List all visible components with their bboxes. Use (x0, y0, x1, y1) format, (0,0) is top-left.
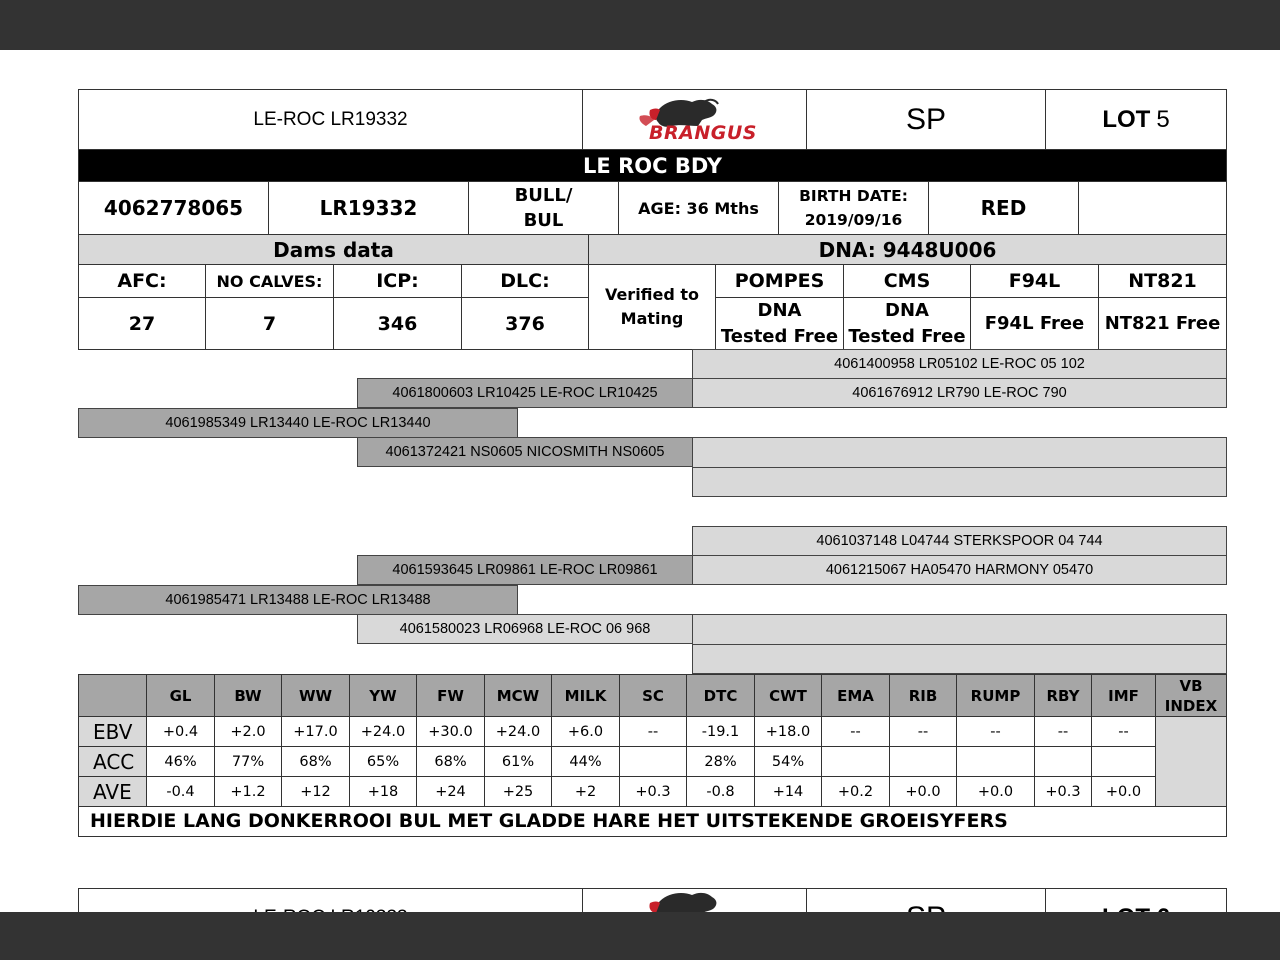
ebv-column-header: SC (620, 675, 687, 717)
dams-value: 27 (128, 312, 156, 335)
pedigree-text: 4061800603 LR10425 LE-ROC LR10425 (392, 385, 658, 401)
pedigree-sire-dam (357, 437, 693, 467)
ebv-cell: +0.0 (890, 777, 957, 807)
ebv-cell: -- (822, 717, 890, 747)
dams-value-dlc (461, 297, 589, 350)
birth-date: BIRTH DATE: 2019/09/16 (799, 187, 908, 229)
birth-date-cell (778, 181, 929, 235)
ebv-cell: +6.0 (552, 717, 620, 747)
dna-value: DNA Tested Free (848, 299, 966, 347)
ebv-column-header: RIB (890, 675, 957, 717)
ebv-column-header: RUMP (957, 675, 1035, 717)
ebv-cell: +30.0 (417, 717, 485, 747)
ebv-column-header: DTC (687, 675, 755, 717)
ebv-corner-cell (79, 675, 147, 717)
verified-mating-cell (588, 264, 716, 350)
sex: BULL/ BUL (514, 185, 573, 231)
ebv-column-header: BW (215, 675, 282, 717)
dna-title-cell (588, 234, 1227, 265)
ebv-table (78, 674, 1227, 807)
ebv-header-row (79, 675, 1227, 717)
ebv-column-header: FW (417, 675, 485, 717)
dna-header-label: F94L (1008, 270, 1061, 292)
ebv-cell: +0.3 (1035, 777, 1092, 807)
ebv-cell: +24 (417, 777, 485, 807)
dna-value: F94L Free (984, 313, 1085, 334)
reg-number: 4062778065 (103, 196, 244, 220)
lot-label: LOT (1102, 105, 1151, 133)
dams-header-label: ICP: (376, 270, 419, 292)
dna-value-nt821 (1098, 297, 1227, 350)
ebv-cell (890, 747, 957, 777)
color: RED (980, 196, 1027, 220)
dna-value-cms (843, 297, 971, 350)
pedigree-dam-dam-sire (692, 614, 1227, 645)
pedigree-text: 4061037148 L04744 STERKSPOOR 04 744 (816, 533, 1103, 549)
vb-index-value (1156, 717, 1227, 807)
dams-value: 346 (377, 312, 418, 335)
ebv-cell: 46% (147, 747, 215, 777)
dna-value-f94l (970, 297, 1099, 350)
ebv-cell: +0.0 (1092, 777, 1156, 807)
pedigree-sire-sire-dam (692, 378, 1227, 408)
reg-number-cell (78, 181, 269, 235)
dna-header-cms (843, 264, 971, 298)
ebv-cell: -- (890, 717, 957, 747)
ebv-cell: 68% (282, 747, 350, 777)
pedigree-sire-sire (357, 378, 693, 408)
dna-value: NT821 Free (1104, 313, 1221, 334)
ebv-cell: -- (957, 717, 1035, 747)
dams-header-label: AFC: (117, 270, 167, 292)
pedigree-sire (78, 408, 518, 438)
dna-title: DNA: 9448U006 (818, 237, 997, 262)
ebv-cell: +0.4 (147, 717, 215, 747)
ebv-cell: +18.0 (755, 717, 822, 747)
ebv-cell (1035, 747, 1092, 777)
ebv-cell (1092, 747, 1156, 777)
ebv-cell (957, 747, 1035, 777)
pedigree-text: 4061372421 NS0605 NICOSMITH NS0605 (385, 444, 665, 460)
blank-info-cell (1078, 181, 1227, 235)
pedigree-sire-sire-sire (692, 349, 1227, 379)
ebv-column-header: VB INDEX (1156, 675, 1227, 717)
dams-header-label: DLC: (500, 270, 550, 292)
dams-value: 376 (505, 312, 545, 335)
ebv-cell: +2.0 (215, 717, 282, 747)
ebv-cell: +1.2 (215, 777, 282, 807)
pedigree-text: 4061985471 LR13488 LE-ROC LR13488 (165, 592, 431, 608)
grade-cell (806, 89, 1046, 150)
ebv-column-header: WW (282, 675, 350, 717)
ebv-cell: +17.0 (282, 717, 350, 747)
ebv-cell: +12 (282, 777, 350, 807)
pedigree-text: 4061580023 LR06968 LE-ROC 06 968 (399, 621, 651, 637)
ebv-column-header: RBY (1035, 675, 1092, 717)
dams-header-label: NO CALVES: (216, 271, 323, 291)
age-cell (618, 181, 779, 235)
pedigree-dam-dam-dam (692, 644, 1227, 674)
ebv-cell: -19.1 (687, 717, 755, 747)
ebv-cell: 28% (687, 747, 755, 777)
ebv-column-header: GL (147, 675, 215, 717)
dna-header-label: NT821 (1128, 270, 1197, 292)
ebv-cell: +0.2 (822, 777, 890, 807)
color-cell (928, 181, 1079, 235)
pedigree-dam-sire (357, 555, 693, 585)
lot-cell (1045, 89, 1227, 150)
dams-value-no-calves (205, 297, 334, 350)
brangus-logo (582, 89, 807, 150)
dna-header-label: POMPES (734, 270, 825, 292)
dna-header-label: CMS (883, 270, 931, 292)
ebv-column-header: EMA (822, 675, 890, 717)
ebv-cell: -- (1035, 717, 1092, 747)
pedigree-dam-dam (357, 614, 693, 644)
dna-value-pompes (715, 297, 844, 350)
ebv-cell: +24.0 (485, 717, 552, 747)
sex-cell (468, 181, 619, 235)
pedigree-sire-dam-sire (692, 437, 1227, 468)
pedigree-dam-sire-sire (692, 526, 1227, 556)
ebv-cell: +2 (552, 777, 620, 807)
ebv-column-header: IMF (1092, 675, 1156, 717)
ebv-cell (620, 747, 687, 777)
ebv-cell: 77% (215, 747, 282, 777)
animal-id-cell (78, 89, 583, 150)
dams-title-cell (78, 234, 589, 265)
grade: SP (905, 102, 947, 136)
verified-mating: Verified to Mating (604, 285, 700, 328)
pedigree-text: 4061400958 LR05102 LE-ROC 05 102 (834, 356, 1085, 372)
herd-number-cell (268, 181, 469, 235)
viewer-bottom-bar (0, 912, 1280, 960)
pedigree-dam-sire-dam (692, 555, 1227, 585)
dams-header-no-calves (205, 264, 334, 298)
ebv-column-header: YW (350, 675, 417, 717)
ebv-cell: +25 (485, 777, 552, 807)
ebv-cell: +0.0 (957, 777, 1035, 807)
ebv-row-label: EBV (79, 717, 147, 747)
pedigree-text: 4061676912 LR790 LE-ROC 790 (852, 385, 1067, 401)
dams-title: Dams data (273, 237, 394, 262)
pedigree-text: 4061215067 HA05470 HARMONY 05470 (825, 562, 1094, 578)
pedigree-text: 4061985349 LR13440 LE-ROC LR13440 (165, 415, 431, 431)
comment-cell (78, 806, 1227, 837)
ebv-row-ebv (79, 717, 1227, 747)
ebv-row-label: AVE (79, 777, 147, 807)
comment-text: HIERDIE LANG DONKERROOI BUL MET GLADDE HARE HET UITSTEKENDE GROEISYFERS (90, 810, 1008, 832)
ebv-row-label: ACC (79, 747, 147, 777)
ebv-cell: -0.4 (147, 777, 215, 807)
dna-header-nt821 (1098, 264, 1227, 298)
ebv-cell (822, 747, 890, 777)
name-banner (78, 149, 1227, 182)
logo-text: BRANGUS (649, 122, 757, 144)
ebv-cell: +14 (755, 777, 822, 807)
pedigree-text: 4061593645 LR09861 LE-ROC LR09861 (392, 562, 658, 578)
ebv-cell: 61% (485, 747, 552, 777)
ebv-cell: +0.3 (620, 777, 687, 807)
dna-header-pompes (715, 264, 844, 298)
ebv-cell: -0.8 (687, 777, 755, 807)
herd-number: LR19332 (319, 196, 418, 220)
ebv-cell: 44% (552, 747, 620, 777)
ebv-cell: 68% (417, 747, 485, 777)
dna-value: DNA Tested Free (720, 299, 839, 347)
animal-name: LE ROC BDY (583, 153, 722, 178)
ebv-column-header: MCW (485, 675, 552, 717)
dams-header-icp (333, 264, 462, 298)
ebv-cell: 54% (755, 747, 822, 777)
ebv-cell: -- (1092, 717, 1156, 747)
ebv-cell: 65% (350, 747, 417, 777)
age: AGE: 36 Mths (638, 198, 759, 218)
ebv-column-header: CWT (755, 675, 822, 717)
dams-header-afc (78, 264, 206, 298)
pedigree-sire-dam-dam (692, 467, 1227, 497)
ebv-cell: +18 (350, 777, 417, 807)
dams-value-icp (333, 297, 462, 350)
ebv-cell: -- (620, 717, 687, 747)
animal-id: LE-ROC LR19332 (253, 108, 408, 130)
lot-number: 5 (1156, 105, 1170, 133)
viewer-top-bar (0, 0, 1280, 50)
pedigree-dam (78, 585, 518, 615)
dna-header-f94l (970, 264, 1099, 298)
ebv-column-header: MILK (552, 675, 620, 717)
dams-value: 7 (262, 312, 277, 335)
ebv-cell: +24.0 (350, 717, 417, 747)
dams-value-afc (78, 297, 206, 350)
ebv-row-acc (79, 747, 1227, 777)
ebv-row-ave (79, 777, 1227, 807)
dams-header-dlc (461, 264, 589, 298)
